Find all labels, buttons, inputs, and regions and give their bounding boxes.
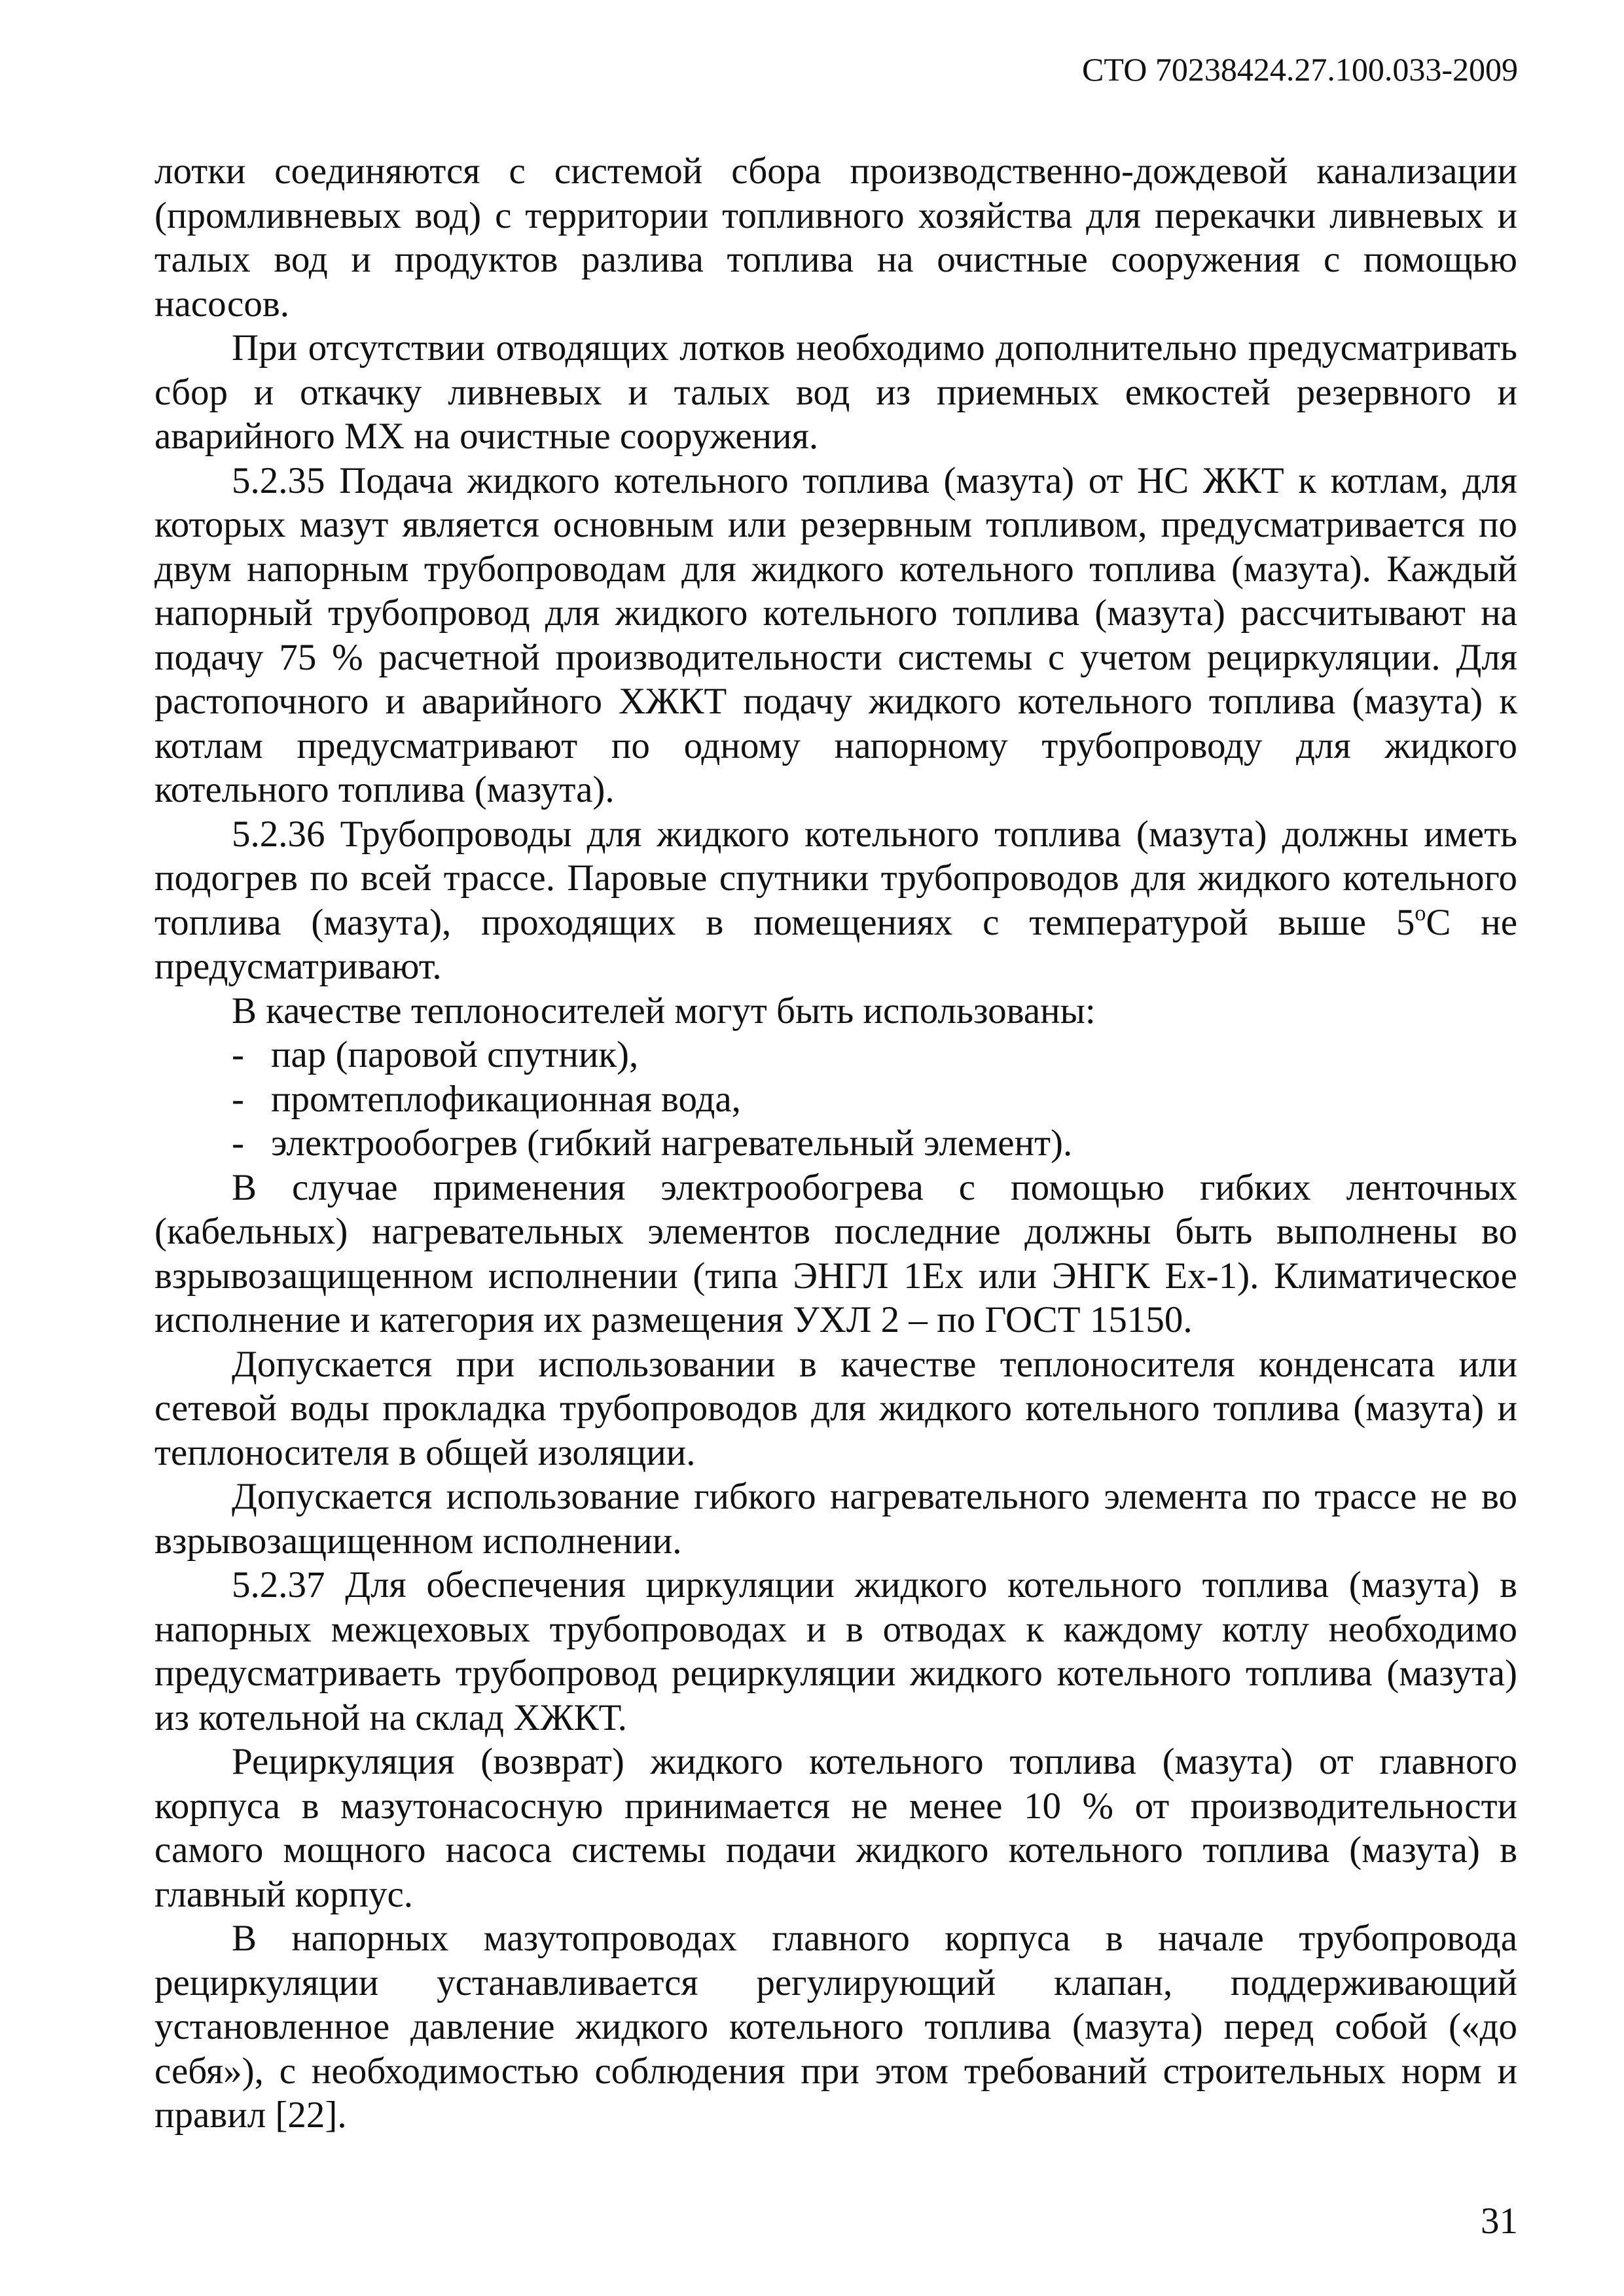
list-item [154,1121,1517,1166]
list-dash: - [232,1034,244,1075]
list-item [154,1033,1517,1077]
list-item-text: пар (паровой спутник), [271,1034,639,1075]
paragraph-5-2-37: 5.2.37 Для обеспечения циркуляции жидкого котельного топлива (мазута) в напорных межцеховых трубопроводах и в отводах к каждому котлу необходимо предусматриваеть трубопровод рециркуляции жидкого котельного топлива (мазута) из котельной на склад ХЖКТ. [154,1564,1517,1738]
paragraph-control-valve: В напорных мазутопроводах главного корпуса в начале трубопровода рециркуляции устанавливается регулирующий клапан, поддерживающий установленное давление жидкого котельного топлива (мазута) перед собой («до себя»), с необходимостью соблюдения при этом требований строительных норм и правил [22]. [154,1918,1517,2136]
heat-carrier-list [154,1033,1517,1166]
document-body [154,149,1517,2138]
paragraph-5-2-36-text: 5.2.36 Трубопроводы для жидкого котельного топлива (мазута) должны иметь подогрев по всей трассе. Паровые спутники трубопроводов для жидкого котельного топлива (мазута), проходящих в помещениях с температурой выше 5 [154,813,1517,943]
paragraph-drainage-trays: лотки соединяются с системой сбора производственно-дождевой канализации (промливневых вод) с территории топливного хозяйства для перекачки ливневых и талых вод и продуктов разлива топлива на очистные сооружения с помощью насосов. [154,151,1517,325]
paragraph-5-2-36-tail: С не предусматривают. [154,901,1518,987]
paragraph-5-2-35: 5.2.35 Подача жидкого котельного топлива (мазута) от НС ЖКТ к котлам, для которых мазут является основным или резервным топливом, предусматривается по двум напорным трубопроводам для жидкого котельного топлива (мазута). Каждый напорный трубопровод для жидкого котельного топлива (мазута) рассчитывают на подачу 75 % расчетной производительности системы с учетом рециркуляции. Для растопочного и аварийного ХЖКТ подачу жидкого котельного топлива (мазута) к котлам предусматривают по одному напорному трубопроводу для жидкого котельного топлива (мазута). [154,459,1517,810]
list-item-text: электрообогрев (гибкий нагревательный элемент). [271,1122,1073,1164]
document-code-header: СТО 70238424.27.100.033-2009 [1082,51,1518,88]
paragraph-flexible-element: Допускается использование гибкого нагревательного элемента по трассе не во взрывозащищенном исполнении. [154,1476,1517,1562]
degree-sign: о [1415,901,1426,925]
paragraph-common-insulation: Допускается при использовании в качестве теплоносителя конденсата или сетевой воды прокладка трубопроводов для жидкого котельного топлива (мазута) и теплоносителя в общей изоляции. [154,1343,1517,1473]
paragraph-electric-heating: В случае применения электрообогрева с помощью гибких ленточных (кабельных) нагревательных элементов последние должны быть выполнены во взрывозащищенном исполнении (типа ЭНГЛ 1Ex или ЭНГК Ex-1). Климатическое исполнение и категория их размещения УХЛ 2 – по ГОСТ 15150. [154,1166,1517,1340]
page-number: 31 [1481,2200,1518,2242]
paragraph-no-trays: При отсутствии отводящих лотков необходимо дополнительно предусматривать сбор и откачку ливневых и талых вод из приемных емкостей резервного и аварийного МХ на очистные сооружения. [154,327,1517,457]
paragraph-5-2-36 [154,812,1517,989]
list-item [154,1077,1517,1122]
list-item-text: промтеплофикационная вода, [271,1078,741,1120]
paragraph-recirculation: Рециркуляция (возврат) жидкого котельного топлива (мазута) от главного корпуса в мазутонасосную принимается не менее 10 % от производительности самого мощного насоса системы подачи жидкого котельного топлива (мазута) в главный корпус. [154,1741,1517,1915]
list-dash: - [232,1078,244,1120]
list-dash: - [232,1122,244,1164]
paragraph-heat-carriers-intro: В качестве теплоносителей могут быть использованы: [232,990,1096,1031]
